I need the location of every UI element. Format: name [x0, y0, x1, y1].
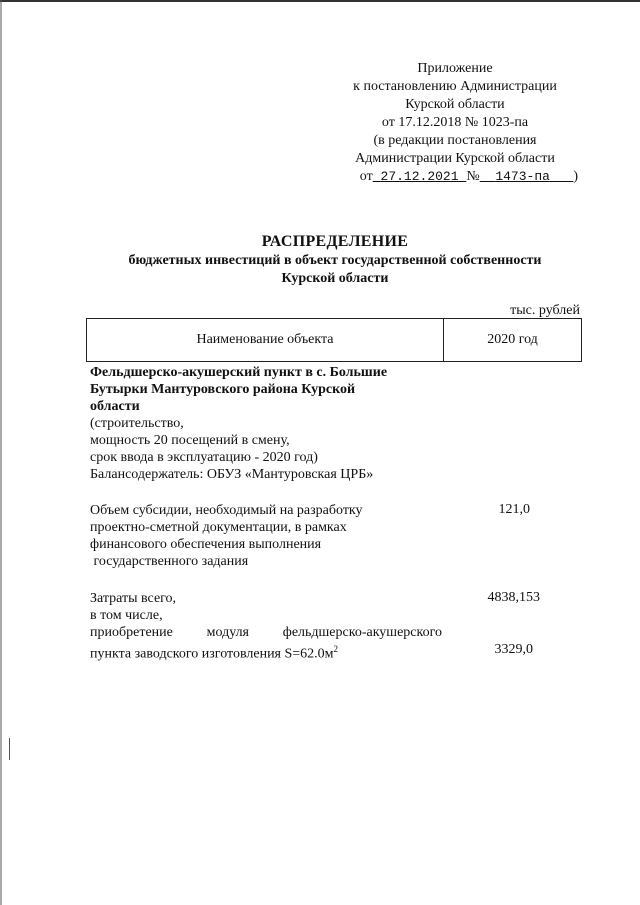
scan-edge-left: [0, 0, 2, 905]
object-desc-line: срок ввода в эксплуатацию - 2020 год): [90, 450, 318, 465]
costs-line: Затраты всего,: [90, 591, 177, 606]
module-cost-value: 3329,0: [494, 642, 533, 657]
header-line: от 17.12.2018 № 1023-па: [381, 115, 529, 130]
title-sub: бюджетных инвестиций в объект государственной собственности: [128, 253, 542, 268]
header-line: Приложение: [417, 61, 493, 76]
amendment-date: 27.12.2021: [380, 169, 459, 184]
subsidy-line: финансового обеспечения выполнения: [90, 537, 322, 552]
subsidy-line: государственного задания: [90, 554, 249, 569]
amendment-reference: [330, 168, 580, 186]
subsidy-line: проектно-сметной документации, в рамках: [90, 520, 347, 535]
units-label: тыс. рублей: [510, 303, 580, 318]
number-sign: №: [466, 169, 480, 184]
table-header: [86, 318, 582, 362]
object-description: [90, 364, 450, 483]
header-line: Курской области: [405, 97, 505, 112]
costs-line: пункта заводского изготовления $S=62.0м^2$: [90, 644, 339, 662]
header-line: к постановлению Администрации: [353, 79, 557, 94]
title-main: РАСПРЕДЕЛЕНИЕ: [261, 233, 409, 250]
object-desc-line: (строительство,: [90, 416, 184, 431]
object-name-line: Фельдшерско-акушерский пункт в с. Большие: [90, 365, 388, 380]
appendix-header: [330, 60, 580, 186]
column-header-year: 2020 год: [487, 332, 538, 347]
header-line: Администрации Курской области: [355, 151, 555, 166]
costs-text: [90, 590, 442, 663]
costs-line: в том числе,: [90, 608, 163, 623]
scan-edge-top: [0, 0, 640, 2]
costs-line-justified: приобретение модуля фельдшерско-акушерского: [90, 625, 442, 640]
ot-label: от: [359, 169, 373, 184]
subsidy-value: 121,0: [498, 502, 530, 517]
subsidy-line: Объем субсидии, необходимый на разработку: [90, 503, 363, 518]
object-name-line: Бутырки Мантуровского района Курской: [90, 382, 356, 397]
header-line: (в редакции постановления: [373, 133, 537, 148]
total-costs-value: 4838,153: [487, 590, 540, 605]
closing-paren: ): [573, 169, 578, 184]
document-title: [40, 232, 630, 288]
column-header-name: Наименование объекта: [87, 319, 444, 361]
object-name-line: области: [90, 399, 140, 414]
object-desc-line: Балансодержатель: ОБУЗ «Мантуровская ЦРБ»: [90, 467, 374, 482]
object-desc-line: мощность 20 посещений в смену,: [90, 433, 290, 448]
subsidy-text: [90, 502, 363, 570]
scan-margin-mark: [9, 738, 10, 760]
amendment-number: 1473-па: [495, 169, 550, 184]
title-sub: Курской области: [281, 271, 389, 286]
